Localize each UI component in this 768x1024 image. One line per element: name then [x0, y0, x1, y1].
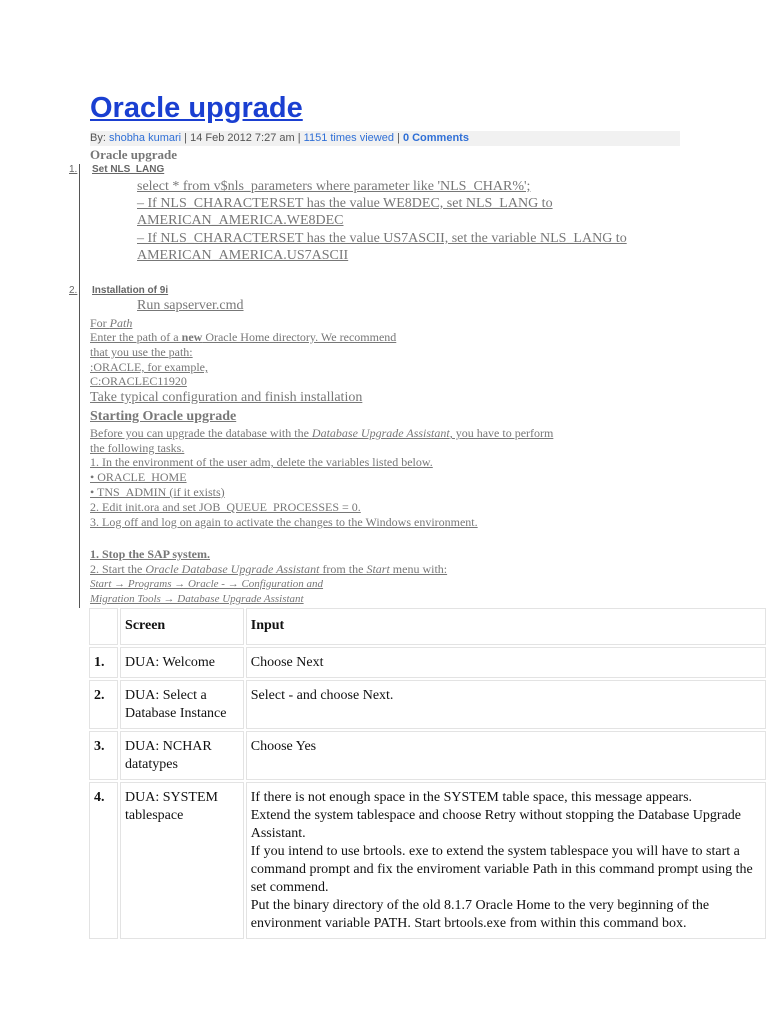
byline-sep: |: [294, 132, 304, 144]
byline-sep: |: [393, 132, 403, 144]
for-label: For: [90, 316, 110, 330]
path-term: Path: [109, 316, 133, 330]
row-screen: DUA: NCHAR datatypes: [120, 731, 244, 780]
input-paragraph: Extend the system tablespace and choose Retry without stopping the Database Upgrade Assistant.: [250, 808, 742, 841]
comments-link[interactable]: 0 Comments: [402, 132, 469, 144]
row-input: [246, 782, 766, 939]
header-cell-screen: Screen: [120, 608, 244, 645]
start-text: menu with:: [389, 562, 448, 576]
step-line: :ORACLE, for example,: [90, 360, 208, 374]
enter-text: Enter the path of a: [90, 330, 182, 344]
row-number: 4.: [89, 782, 118, 939]
step-line: [90, 426, 553, 441]
step-line: – If NLS_CHARACTERSET has the value WE8DEC, set NLS_LANG to: [137, 196, 553, 211]
step-line: [90, 330, 396, 345]
row-screen: DUA: Welcome: [120, 647, 244, 678]
step-line: C:ORACLEC11920: [90, 374, 187, 388]
table-row: [89, 647, 766, 678]
input-paragraph: Put the binary directory of the old 8.1.7 Oracle Home to the very beginning of the environment variable PATH. Start brtools.exe from within this command box.: [250, 898, 710, 931]
input-paragraph: If there is not enough space in the SYSTEM table space, this message appears.: [250, 790, 693, 805]
table-row: [89, 782, 766, 939]
step-line: Take typical configuration and finish installation: [90, 390, 363, 405]
content-subtitle: Oracle upgrade: [90, 147, 178, 162]
step-heading: Set NLS_LANG: [92, 164, 165, 175]
start-term: Start: [366, 562, 390, 576]
table-header-row: [89, 608, 766, 645]
step-line: – If NLS_CHARACTERSET has the value US7ASCII, set the variable NLS_LANG to: [137, 231, 627, 246]
start-text: from the: [319, 562, 367, 576]
byline-sep: |: [181, 132, 191, 144]
step-line: AMERICAN_AMERICA.WE8DEC: [137, 213, 344, 228]
row-input: Choose Next: [246, 647, 766, 678]
step-line: 2. Edit init.ora and set JOB_QUEUE_PROCESSES = 0.: [90, 500, 361, 514]
views-count[interactable]: 1151 times viewed: [303, 132, 394, 144]
row-screen: DUA: SYSTEM tablespace: [120, 782, 244, 939]
step-line: 3. Log off and log on again to activate the changes to the Windows environment.: [90, 515, 478, 529]
row-number: 1.: [89, 647, 118, 678]
header-cell-num: [89, 608, 118, 645]
menu-path: Start → Programs → Oracle - → Configuration and: [90, 578, 324, 590]
odua-term: Oracle Database Upgrade Assistant: [145, 562, 320, 576]
list-divider: [79, 164, 80, 608]
row-screen: DUA: Select a Database Instance: [120, 680, 244, 729]
section-heading: Starting Oracle upgrade: [90, 409, 237, 424]
step-number: 1.: [69, 164, 78, 175]
menu-path: Migration Tools → Database Upgrade Assistant: [90, 593, 304, 605]
table-row: [89, 731, 766, 780]
step-line: select * from v$nls_parameters where parameter like 'NLS_CHAR%';: [137, 179, 531, 194]
enter-text: Oracle Home directory. We recommend: [202, 330, 397, 344]
step-line: AMERICAN_AMERICA.US7ASCII: [137, 248, 349, 263]
row-number: 3.: [89, 731, 118, 780]
author-link[interactable]: shobha kumari: [108, 132, 182, 144]
new-term: new: [181, 330, 203, 344]
start-text: 2. Start the: [90, 562, 146, 576]
step-heading: Installation of 9i: [92, 285, 169, 296]
step-line: Run sapserver.cmd: [137, 298, 244, 313]
step-number: 2.: [69, 285, 78, 296]
row-input: Choose Yes: [246, 731, 766, 780]
step-line: 1. Stop the SAP system.: [90, 547, 211, 561]
step-line: the following tasks.: [90, 441, 185, 455]
step-line: • TNS_ADMIN (if it exists): [90, 485, 225, 499]
row-number: 2.: [89, 680, 118, 729]
table-row: [89, 680, 766, 729]
step-line: that you use the path:: [90, 345, 193, 359]
before-text: , you have to perform: [449, 426, 554, 440]
row-input: Select - and choose Next.: [246, 680, 766, 729]
article-title[interactable]: Oracle upgrade: [90, 92, 303, 124]
step-line: • ORACLE_HOME: [90, 470, 187, 484]
dua-term: Database Upgrade Assistant: [311, 426, 450, 440]
byline: [90, 131, 680, 146]
byline-by: By:: [90, 132, 109, 144]
path-label: [90, 316, 132, 331]
before-text: Before you can upgrade the database with the: [90, 426, 312, 440]
step-line: 1. In the environment of the user adm, delete the variables listed below.: [90, 455, 433, 469]
post-date: 14 Feb 2012 7:27 am: [190, 132, 295, 144]
step-line: [90, 562, 447, 577]
input-paragraph: If you intend to use brtools. exe to extend the system tablespace you will have to start a command prompt and fix the enviroment variable Path in this command prompt using the set commend.: [250, 844, 753, 895]
header-cell-input: Input: [246, 608, 766, 645]
dua-steps-table: [87, 606, 768, 941]
